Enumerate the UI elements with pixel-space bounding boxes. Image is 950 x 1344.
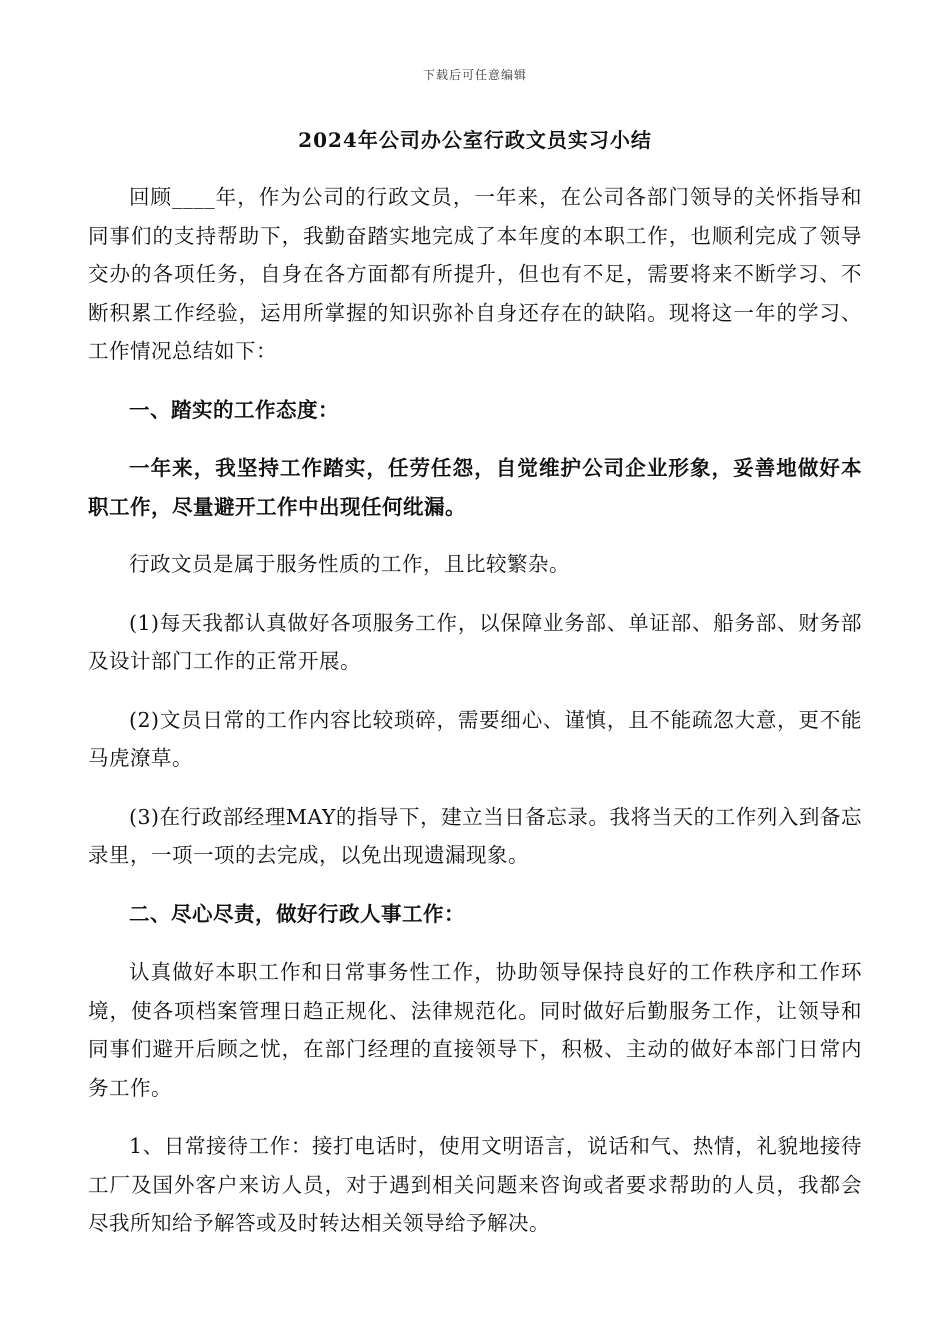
- paragraph-reception: 1、日常接待工作：接打电话时，使用文明语言，说话和气、热情，礼貌地接待工厂及国外客户来访人员，对于遇到相关问题来咨询或者要求帮助的人员，我都会尽我所知给予解答或及时转达相关领导给予解决。: [88, 1134, 862, 1235]
- list-item-1: (1)每天我都认真做好各项服务工作，以保障业务部、单证部、船务部、财务部及设计部门工作的正常开展。: [88, 610, 862, 673]
- document-title: 2024年公司办公室行政文员实习小结: [298, 128, 652, 152]
- paragraph-bold-lead: 一年来，我坚持工作踏实，任劳任怨，自觉维护公司企业形象，妥善地做好本职工作，尽量避开工作中出现任何纰漏。: [88, 456, 862, 519]
- paragraph-intro: 回顾____年，作为公司的行政文员，一年来，在公司各部门领导的关怀指导和同事们的支持帮助下，我勤奋踏实地完成了本年度的本职工作，也顺利完成了领导交办的各项任务，自身在各方面都有所提升，但也有不足，需要将来不断学习、不断积累工作经验，运用所掌握的知识弥补自身还存在的缺陷。现将这一年的学习、工作情况总结如下：: [88, 185, 862, 363]
- section-heading-1: 一、踏实的工作态度：: [129, 397, 339, 422]
- header-note: 下载后可任意编辑: [422, 68, 527, 82]
- paragraph-admin-work: 认真做好本职工作和日常事务性工作，协助领导保持良好的工作秩序和工作环境，使各项档案管理日趋正规化、法律规范化。同时做好后勤服务工作，让领导和同事们避开后顾之忧，在部门经理的直接领导下，积极、主动的做好本部门日常内务工作。: [88, 960, 862, 1100]
- list-item-2: (2)文员日常的工作内容比较琐碎，需要细心、谨慎，且不能疏忽大意，更不能马虎潦草。: [88, 707, 862, 770]
- paragraph-clerk-nature: 行政文员是属于服务性质的工作，且比较繁杂。: [129, 552, 570, 576]
- document-body: [88, 178, 862, 1263]
- list-item-3: (3)在行政部经理MAY的指导下，建立当日备忘录。我将当天的工作列入到备忘录里，一项一项的去完成，以免出现遗漏现象。: [88, 804, 862, 867]
- section-heading-2: 二、尽心尽责，做好行政人事工作：: [129, 901, 465, 926]
